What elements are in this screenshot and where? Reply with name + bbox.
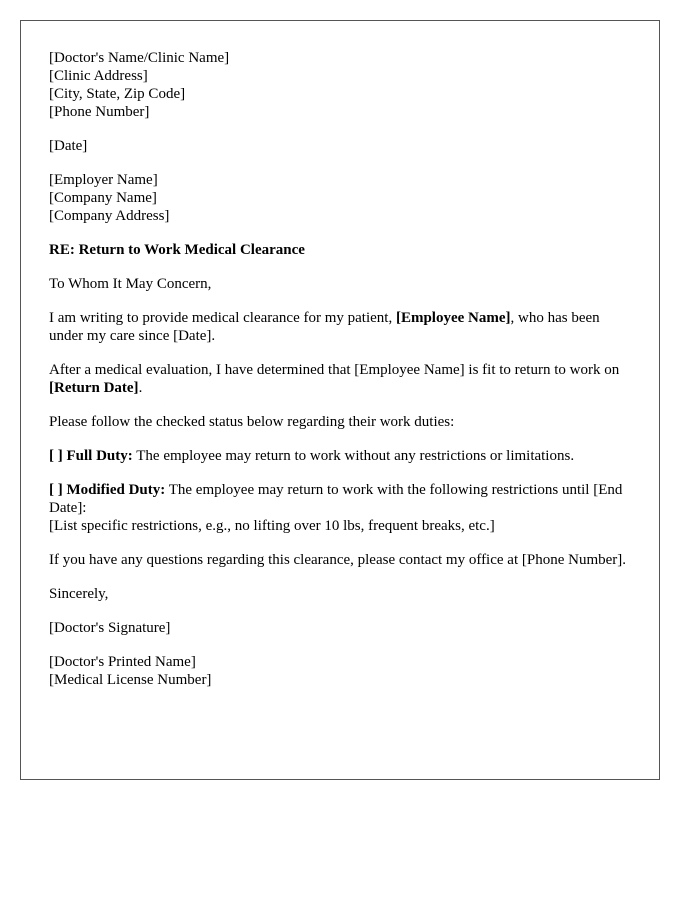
signature: [Doctor's Signature]	[49, 620, 171, 636]
clinic-address: [Clinic Address]	[49, 68, 148, 84]
modified-duty-text: The employee may return to work with the following restrictions until [End Date]:	[49, 482, 623, 516]
evaluation-text-2: .	[138, 380, 143, 396]
signer-block	[49, 653, 631, 689]
city-state-zip: [City, State, Zip Code]	[49, 86, 186, 102]
letter-date: [Date]	[49, 138, 88, 154]
clearance-text-2: , who has been under my care since [Date].	[49, 310, 600, 344]
evaluation-text-1: After a medical evaluation, I have determined that [Employee Name] is fit to return to work on	[49, 362, 620, 378]
modified-duty-checkbox: [ ]	[49, 482, 63, 498]
clearance-text-1: I am writing to provide medical clearance for my patient,	[49, 310, 396, 326]
full-duty-label: Full Duty:	[66, 448, 133, 464]
instructions-paragraph: Please follow the checked status below regarding their work duties:	[49, 414, 455, 430]
employee-name-placeholder: [Employee Name]	[395, 310, 511, 326]
employer-name: [Employer Name]	[49, 172, 158, 188]
printed-name: [Doctor's Printed Name]	[49, 654, 196, 670]
subject-line	[49, 241, 631, 259]
modified-duty-option	[49, 481, 631, 535]
full-duty-text: The employee may return to work without any restrictions or limitations.	[132, 448, 575, 464]
modified-duty-label: Modified Duty:	[66, 482, 166, 498]
company-address: [Company Address]	[49, 208, 170, 224]
phone-number: [Phone Number]	[49, 104, 150, 120]
restrictions-list: [List specific restrictions, e.g., no lifting over 10 lbs, frequent breaks, etc.]	[49, 518, 495, 534]
doctor-name: [Doctor's Name/Clinic Name]	[49, 50, 230, 66]
subject-text: RE: Return to Work Medical Clearance	[49, 242, 305, 258]
return-date-placeholder: [Return Date]	[49, 380, 139, 396]
letter-page	[20, 20, 660, 780]
clearance-paragraph	[49, 309, 631, 345]
recipient-block	[49, 171, 631, 225]
evaluation-paragraph	[49, 361, 631, 397]
contact-paragraph: If you have any questions regarding this clearance, please contact my office at [Phone Number].	[49, 552, 627, 568]
closing: Sincerely,	[49, 586, 109, 602]
sender-block	[49, 49, 631, 121]
full-duty-option	[49, 447, 631, 465]
salutation: To Whom It May Concern,	[49, 276, 212, 292]
license-number: [Medical License Number]	[49, 672, 212, 688]
date-block	[49, 137, 631, 155]
company-name: [Company Name]	[49, 190, 157, 206]
full-duty-checkbox: [ ]	[49, 448, 63, 464]
